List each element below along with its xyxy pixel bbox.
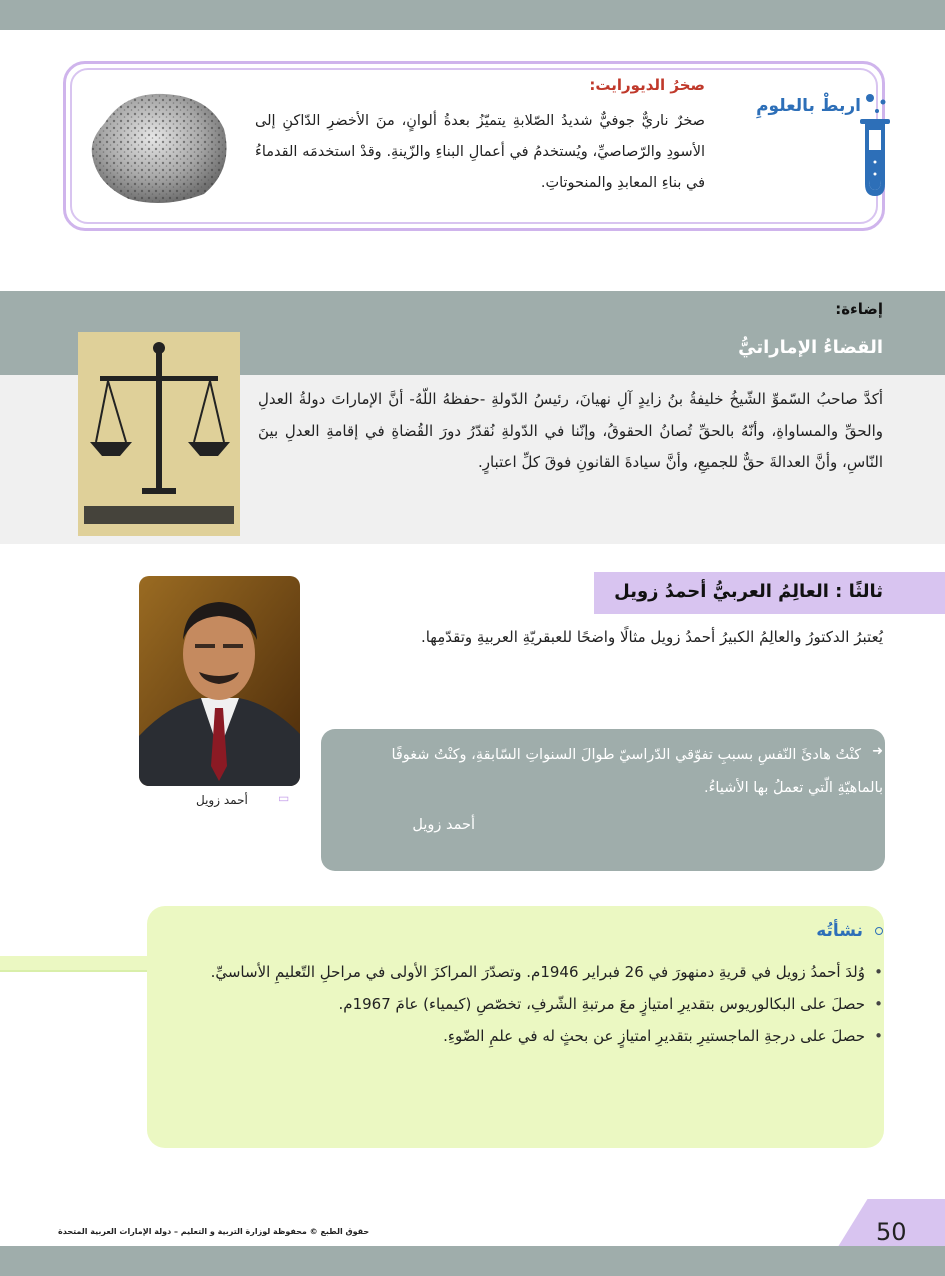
page-number: 50 (876, 1218, 907, 1246)
origin-item: • حصلَ على البكالوريوس بتقديرِ امتيازٍ معَ مرتبةِ الشّرفِ، تخصّصِ (كيمياء) عامَ 1967م. (183, 988, 883, 1020)
quote-author: أحمد زويل (412, 817, 475, 833)
diorite-rock-image (84, 84, 234, 213)
justice-scales-image (78, 332, 240, 536)
copyright-notice: حقوق الطبع © محفوظة لوزارة التربية و التعليم – دولة الإمارات العربية المتحدة (58, 1227, 370, 1236)
third-section-title: ثالثًا : العالِمُ العربيُّ أحمدُ زويل (614, 581, 883, 602)
caption-arrow-icon: ▭ (278, 791, 290, 805)
test-tube-icon (857, 92, 893, 204)
idaa-title: القضاءُ الإماراتيُّ (738, 337, 883, 358)
origin-title-bullet-icon (875, 927, 883, 935)
idaa-text: أكدَّ صاحبُ السّموِّ الشّيخُ خليفةُ بنُ زايدٍ آلِ نهيانَ، رئيسُ الدّولةِ -حفظهُ اللّهُ- أنَّ الإماراتَ دولةُ العدلِ والحقِّ والمساواةِ، وأنّهُ بالحقِّ تُصانُ الحقوقُ، وإنّنا في الدّولةِ نُقدّرُ دورَ القُضاةِ في إقامةِ العدلِ بينَ النّاسِ، وأنَّ العدالةَ حقٌّ للجميعِ، وأنَّ سيادةَ القانونِ فوقَ كلِّ اعتبارٍ. (258, 390, 883, 471)
origin-title: نشأتُه (816, 921, 863, 941)
third-section-text: يُعتبرُ الدكتورُ والعالِمُ الكبيرُ أحمدُ زويل مثالًا واضحًا للعبقريّةِ العربيةِ وتقدّمِها. (420, 628, 883, 646)
diorite-title: صخرُ الديورايت: (589, 76, 705, 94)
idaa-label: إضاءة: (835, 300, 883, 318)
origin-tab-line (0, 970, 152, 972)
quote-body: كنْتُ هادئَ النّفسِ بسببِ تفوّقي الدّراسيّ طوالَ السنواتِ السّابقةِ، وكنْتُ شغوفًا بالماهيّةِ الّتي تعملُ بها الأشياءُ. (391, 747, 883, 796)
bottom-bar (0, 1246, 945, 1276)
diorite-text: صخرٌ ناريٌّ جوفيٌّ شديدُ الصّلابةِ يتميّزُ بعدةُ ألوانٍ، منَ الأخضرِ الدّاكنِ إلى الأسودِ والرّصاصيِّ، ويُستخدمُ في أعمالِ البناءِ والزّينةِ. وقدْ استخدمَه القدماءُ في بناءِ المعابدِ والمنحوتاتِ. (255, 113, 705, 191)
quote-arrow-icon: ➜ (872, 744, 883, 759)
portrait-caption: أحمد زويل (196, 793, 248, 807)
origin-item: • حصلَ على درجةِ الماجستيرِ بتقديرِ امتيازٍ عن بحثٍ له في علمِ الضّوءِ. (183, 1020, 883, 1052)
origin-item: • وُلدَ أحمدُ زويل في قريةِ دمنهورَ في 26 فبراير 1946م. وتصدّرَ المراكزَ الأولى في مراحلِ التّعليمِ الأساسيِّ. (183, 956, 883, 988)
ahmed-zewail-portrait (139, 576, 300, 786)
origin-list (183, 956, 883, 1052)
top-bar (0, 0, 945, 30)
connect-science-label: اربطْ بالعلومِ (756, 96, 861, 116)
quote-text (363, 739, 883, 805)
